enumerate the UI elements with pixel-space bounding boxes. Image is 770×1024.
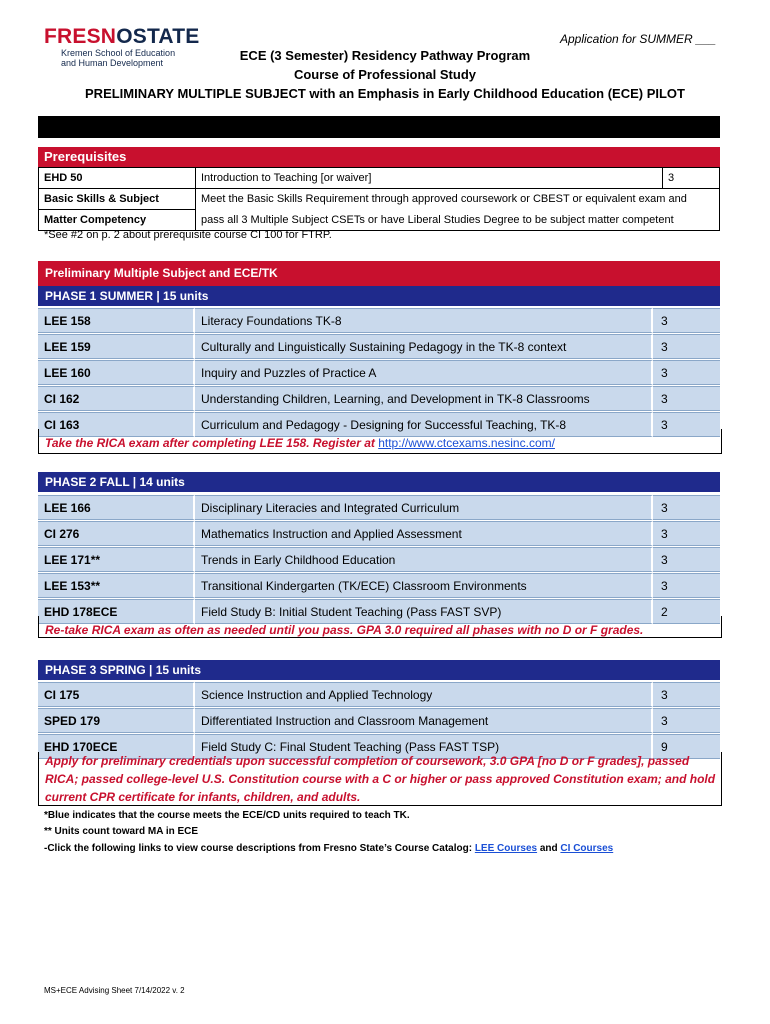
- program-title: ECE (3 Semester) Residency Pathway Program: [239, 48, 531, 63]
- table-row: [38, 547, 720, 572]
- course-units: 3: [653, 386, 720, 411]
- logo-school-line1: Kremen School of Education: [61, 48, 176, 58]
- footer-version: MS+ECE Advising Sheet 7/14/2022 v. 2: [44, 986, 185, 995]
- table-row: [38, 334, 720, 359]
- course-code: CI 175: [38, 682, 195, 707]
- rica-note: Take the RICA exam after completing LEE 158. Register at http://www.ctcexams.nesinc.com/: [38, 429, 722, 454]
- phase3-table: [38, 681, 720, 760]
- prereq-heading: Prerequisites: [38, 147, 720, 167]
- course-code: LEE 159: [38, 334, 195, 359]
- course-code: LEE 166: [38, 495, 195, 520]
- course-code: LEE 153**: [38, 573, 195, 598]
- prereq-code: EHD 50: [39, 168, 196, 189]
- prereq-note: *See #2 on p. 2 about prerequisite course CI 100 for FTRP.: [44, 229, 332, 241]
- credential-apply-note: Apply for preliminary credentials upon successful completion of coursework, 3.0 GPA [no D or F grades], passed RICA; passed college-level U.S. Constitution course with a C or higher or pass approved Constitution exam; and hold current CPR certificate for infants, children, and adults.: [38, 752, 722, 806]
- course-units: 3: [653, 412, 720, 437]
- course-units: 3: [653, 573, 720, 598]
- prereq-desc: Introduction to Teaching [or waiver]: [196, 168, 663, 189]
- phase2-heading: PHASE 2 FALL | 14 units: [38, 472, 720, 492]
- course-code: CI 163: [38, 412, 195, 437]
- course-name: Inquiry and Puzzles of Practice A: [195, 360, 653, 385]
- table-row: [39, 189, 720, 210]
- course-name: Literacy Foundations TK-8: [195, 308, 653, 333]
- phase1-heading: PHASE 1 SUMMER | 15 units: [38, 286, 720, 306]
- phase2-table: [38, 494, 720, 625]
- blue-footnote: *Blue indicates that the course meets the ECE/CD units required to teach TK.: [44, 810, 410, 821]
- course-code: SPED 179: [38, 708, 195, 733]
- prereq-table: [38, 167, 720, 231]
- course-code: LEE 160: [38, 360, 195, 385]
- table-row: [38, 573, 720, 598]
- course-units: 3: [653, 708, 720, 733]
- course-units: 3: [653, 334, 720, 359]
- ma-footnote: ** Units count toward MA in ECE: [44, 826, 199, 837]
- program-subtitle: Course of Professional Study: [293, 67, 477, 82]
- prereq-desc: Meet the Basic Skills Requirement through approved coursework or CBEST or equivalent exam and: [196, 189, 720, 210]
- course-name: Understanding Children, Learning, and Development in TK-8 Classrooms: [195, 386, 653, 411]
- table-row: [39, 168, 720, 189]
- phase1-table: [38, 307, 720, 438]
- table-row: [38, 708, 720, 733]
- prereq-desc: pass all 3 Multiple Subject CSETs or have Liberal Studies Degree to be subject matter competent: [196, 210, 720, 231]
- table-row: [38, 386, 720, 411]
- course-code: EHD 178ECE: [38, 599, 195, 624]
- prereq-units: 3: [663, 168, 720, 189]
- course-name: Transitional Kindergarten (TK/ECE) Classroom Environments: [195, 573, 653, 598]
- application-for: Application for SUMMER ___: [560, 32, 717, 46]
- course-units: 3: [653, 495, 720, 520]
- course-name: Field Study C: Final Student Teaching (Pass FAST TSP): [195, 734, 653, 759]
- course-name: Mathematics Instruction and Applied Assessment: [195, 521, 653, 546]
- phase3-heading: PHASE 3 SPRING | 15 units: [38, 660, 720, 680]
- course-name: Field Study B: Initial Student Teaching (Pass FAST SVP): [195, 599, 653, 624]
- retake-rica-note: Re-take RICA exam as often as needed until you pass. GPA 3.0 required all phases with no D or F grades.: [38, 616, 722, 638]
- course-name: Differentiated Instruction and Classroom Management: [195, 708, 653, 733]
- table-row: [38, 682, 720, 707]
- credential-title: PRELIMINARY MULTIPLE SUBJECT with an Emphasis in Early Childhood Education (ECE) PILOT: [85, 86, 685, 101]
- course-name: Culturally and Linguistically Sustaining Pedagogy in the TK-8 context: [195, 334, 653, 359]
- course-units: 3: [653, 547, 720, 572]
- prereq-code: Matter Competency: [39, 210, 196, 231]
- course-code: CI 162: [38, 386, 195, 411]
- course-units: 3: [653, 308, 720, 333]
- course-units: 3: [653, 521, 720, 546]
- header-divider-bar: [38, 116, 720, 138]
- course-code: LEE 158: [38, 308, 195, 333]
- ctcexams-link[interactable]: http://www.ctcexams.nesinc.com/: [378, 436, 555, 450]
- table-row: [38, 308, 720, 333]
- course-name: Curriculum and Pedagogy - Designing for Successful Teaching, TK-8: [195, 412, 653, 437]
- course-name: Science Instruction and Applied Technology: [195, 682, 653, 707]
- course-units: 9: [653, 734, 720, 759]
- logo-school-line2: and Human Development: [61, 58, 164, 68]
- course-units: 3: [653, 682, 720, 707]
- course-code: CI 276: [38, 521, 195, 546]
- course-units: 3: [653, 360, 720, 385]
- logo-wordmark: FRESNOSTATE: [44, 25, 200, 48]
- table-row: [38, 521, 720, 546]
- program-heading: Preliminary Multiple Subject and ECE/TK: [38, 261, 720, 286]
- course-code: EHD 170ECE: [38, 734, 195, 759]
- table-row: [39, 210, 720, 231]
- course-name: Trends in Early Childhood Education: [195, 547, 653, 572]
- lee-courses-link[interactable]: LEE Courses: [474, 843, 538, 854]
- catalog-footnote: -Click the following links to view course descriptions from Fresno State’s Course Catalog: LEE Courses and CI Courses: [44, 843, 614, 854]
- course-code: LEE 171**: [38, 547, 195, 572]
- table-row: [38, 360, 720, 385]
- prereq-code: Basic Skills & Subject: [39, 189, 196, 210]
- course-units: 2: [653, 599, 720, 624]
- ci-courses-link[interactable]: CI Courses: [560, 843, 614, 854]
- table-row: [38, 495, 720, 520]
- course-name: Disciplinary Literacies and Integrated Curriculum: [195, 495, 653, 520]
